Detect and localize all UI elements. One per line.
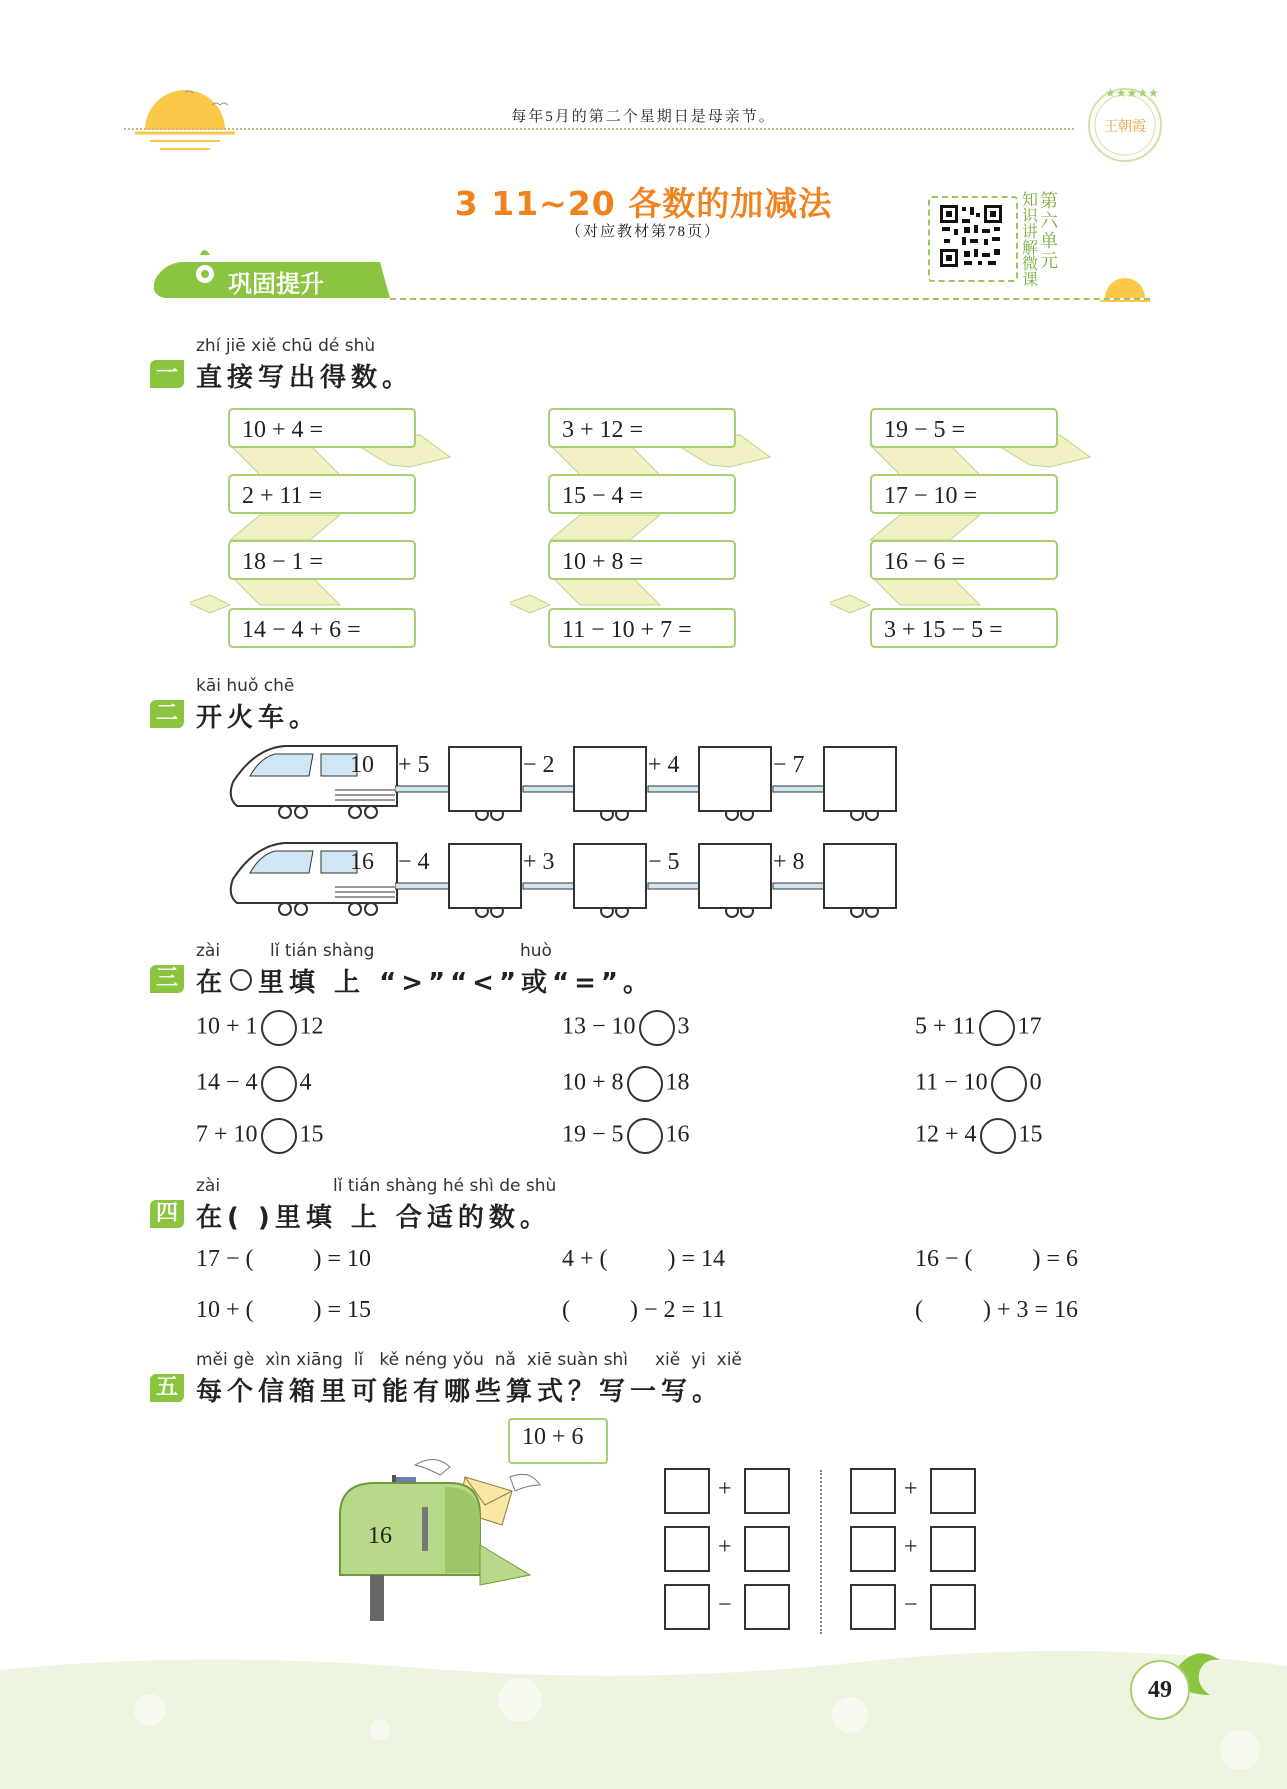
q5-text: 每个信箱里可能有哪些算式？写一写。 xyxy=(196,1377,724,1407)
page-subtitle: （对应教材第78页） xyxy=(565,224,721,240)
q5-left-op-2: + xyxy=(718,1534,732,1560)
train2-answer-box-2[interactable] xyxy=(573,843,647,909)
compare-circle[interactable] xyxy=(261,1118,297,1154)
q2-pinyin: kāi huǒ chē xyxy=(196,676,295,696)
train1-answer-box-1[interactable] xyxy=(448,746,522,812)
mailbox-number: 16 xyxy=(368,1523,392,1549)
train1-op-2: − 2 xyxy=(523,752,555,778)
q5-divider xyxy=(820,1470,822,1634)
q3-row1-item2: 13 − 10 3 xyxy=(562,1010,690,1046)
q5-right-box[interactable] xyxy=(930,1526,976,1572)
train2-op-3: − 5 xyxy=(648,849,680,875)
compare-circle[interactable] xyxy=(261,1010,297,1046)
q5-right-op-1: + xyxy=(904,1476,918,1502)
q5-right-op-3: − xyxy=(904,1592,918,1618)
compare-circle[interactable] xyxy=(991,1066,1027,1102)
q4-row1-item1[interactable]: 17 − ( ) = 10 xyxy=(196,1246,372,1272)
q5-number: 五 xyxy=(150,1374,184,1402)
q1-col1-item-4[interactable]: 14 − 4 + 6 = xyxy=(228,608,416,648)
q1-col1-item-1[interactable]: 10 + 4 = xyxy=(228,408,416,448)
q1-col2-item-3[interactable]: 10 + 8 = xyxy=(548,540,736,580)
mailbox-illustration xyxy=(330,1455,570,1625)
q5-right-box[interactable] xyxy=(930,1468,976,1514)
train2-answer-box-1[interactable] xyxy=(448,843,522,909)
q3-text-b: 里填 上 “>”“<”或“=”。 xyxy=(258,968,654,998)
q4-row2-item3[interactable]: ( ) + 3 = 16 xyxy=(915,1297,1079,1323)
q3-row3-item3: 12 + 4 15 xyxy=(915,1118,1043,1154)
page-number: 49 xyxy=(1130,1660,1190,1720)
q4-row2-item2[interactable]: ( ) − 2 = 11 xyxy=(562,1297,725,1323)
q1-col2-item-4[interactable]: 11 − 10 + 7 = xyxy=(548,608,736,648)
train1-start-number: 10 xyxy=(350,752,374,778)
qr-frame xyxy=(928,196,1018,282)
q3-pinyin-b: lǐ tián shàng xyxy=(270,941,375,961)
q5-pinyin: měi gè xìn xiāng lǐ kě néng yǒu nǎ xiē suàn shì xiě yi xiě xyxy=(196,1350,742,1370)
train2-answer-box-4[interactable] xyxy=(823,843,897,909)
logo-text: 王朝霞 xyxy=(1104,119,1146,135)
q3-row3-item1: 7 + 10 15 xyxy=(196,1118,324,1154)
train2-start-number: 16 xyxy=(350,849,374,875)
q4-row1-item2[interactable]: 4 + ( ) = 14 xyxy=(562,1246,726,1272)
train1-answer-box-4[interactable] xyxy=(823,746,897,812)
q3-pinyin-c: huò xyxy=(520,941,552,961)
train1-answer-box-2[interactable] xyxy=(573,746,647,812)
train2-op-2: + 3 xyxy=(523,849,555,875)
q5-left-box[interactable] xyxy=(744,1584,790,1630)
q5-left-box[interactable] xyxy=(664,1584,710,1630)
page-title: 3 11~20 各数的加减法 xyxy=(454,184,833,223)
q1-col1-item-3[interactable]: 18 − 1 = xyxy=(228,540,416,580)
q5-left-box[interactable] xyxy=(664,1468,710,1514)
q3-row2-item3: 11 − 10 0 xyxy=(915,1066,1042,1102)
q1-col1-item-2[interactable]: 2 + 11 = xyxy=(228,474,416,514)
train1-op-3: + 4 xyxy=(648,752,680,778)
small-sun-icon xyxy=(1100,270,1150,310)
train-engine-1 xyxy=(225,742,405,822)
q4-pinyin-a: zài xyxy=(196,1176,221,1196)
train2-op-1: − 4 xyxy=(398,849,430,875)
footer-wave xyxy=(0,1640,1287,1789)
train2-op-4: + 8 xyxy=(773,849,805,875)
compare-circle[interactable] xyxy=(627,1118,663,1154)
q5-left-op-3: − xyxy=(718,1592,732,1618)
q1-pinyin: zhí jiē xiě chū dé shù xyxy=(196,336,376,356)
q4-pinyin-b: lǐ tián shàng hé shì de shù xyxy=(333,1176,557,1196)
q3-circle-symbol xyxy=(230,969,252,991)
q1-col2-item-1[interactable]: 3 + 12 = xyxy=(548,408,736,448)
q4-number: 四 xyxy=(150,1200,184,1228)
q5-right-box[interactable] xyxy=(850,1584,896,1630)
banner-divider xyxy=(390,298,1150,300)
train1-answer-box-3[interactable] xyxy=(698,746,772,812)
train1-op-4: − 7 xyxy=(773,752,805,778)
q1-col3-item-2[interactable]: 17 − 10 = xyxy=(870,474,1058,514)
q3-pinyin-a: zài xyxy=(196,941,221,961)
q1-text: 直接写出得数。 xyxy=(196,363,414,393)
q5-left-op-1: + xyxy=(718,1476,732,1502)
qr-label-unit: 第六单元 xyxy=(1040,191,1058,272)
header-divider xyxy=(124,128,1074,130)
publisher-logo xyxy=(1080,75,1170,165)
q4-row1-item3[interactable]: 16 − ( ) = 6 xyxy=(915,1246,1079,1272)
svg-text:★★★★★: ★★★★★ xyxy=(1105,86,1159,100)
train-engine-2 xyxy=(225,839,405,919)
q3-number: 三 xyxy=(150,965,184,993)
compare-circle[interactable] xyxy=(627,1066,663,1102)
q3-row3-item2: 19 − 5 16 xyxy=(562,1118,690,1154)
q1-col3-item-3[interactable]: 16 − 6 = xyxy=(870,540,1058,580)
q3-row2-item1: 14 − 4 4 xyxy=(196,1066,312,1102)
q2-text: 开火车。 xyxy=(196,703,321,733)
q5-left-box[interactable] xyxy=(744,1526,790,1572)
q1-number: 一 xyxy=(150,360,184,388)
train2-answer-box-3[interactable] xyxy=(698,843,772,909)
q5-left-box[interactable] xyxy=(664,1526,710,1572)
q4-text: 在( )里填 上 合适的数。 xyxy=(196,1203,551,1233)
q1-col3-item-4[interactable]: 3 + 15 − 5 = xyxy=(870,608,1058,648)
q2-number: 二 xyxy=(150,700,184,728)
q5-right-box[interactable] xyxy=(850,1468,896,1514)
q5-right-op-2: + xyxy=(904,1534,918,1560)
train1-op-1: + 5 xyxy=(398,752,430,778)
q3-text-a: 在 xyxy=(196,968,228,998)
banner-title: 巩固提升 xyxy=(228,270,324,298)
q3-row2-item2: 10 + 8 18 xyxy=(562,1066,690,1102)
q4-row2-item1[interactable]: 10 + ( ) = 15 xyxy=(196,1297,372,1323)
envelope-expression: 10 + 6 xyxy=(522,1424,584,1450)
q5-right-box[interactable] xyxy=(930,1584,976,1630)
compare-circle[interactable] xyxy=(261,1066,297,1102)
compare-circle[interactable] xyxy=(979,1010,1015,1046)
compare-circle[interactable] xyxy=(639,1010,675,1046)
q1-col2-item-2[interactable]: 15 − 4 = xyxy=(548,474,736,514)
q3-row1-item3: 5 + 11 17 xyxy=(915,1010,1042,1046)
compare-circle[interactable] xyxy=(980,1118,1016,1154)
q5-right-box[interactable] xyxy=(850,1526,896,1572)
q3-row1-item1: 10 + 1 12 xyxy=(196,1010,324,1046)
qr-label-small: 知识讲解微课 xyxy=(1022,190,1039,289)
q5-left-box[interactable] xyxy=(744,1468,790,1514)
q1-col3-item-1[interactable]: 19 − 5 = xyxy=(870,408,1058,448)
header-tagline: 每年5月的第二个星期日是母亲节。 xyxy=(511,109,776,125)
